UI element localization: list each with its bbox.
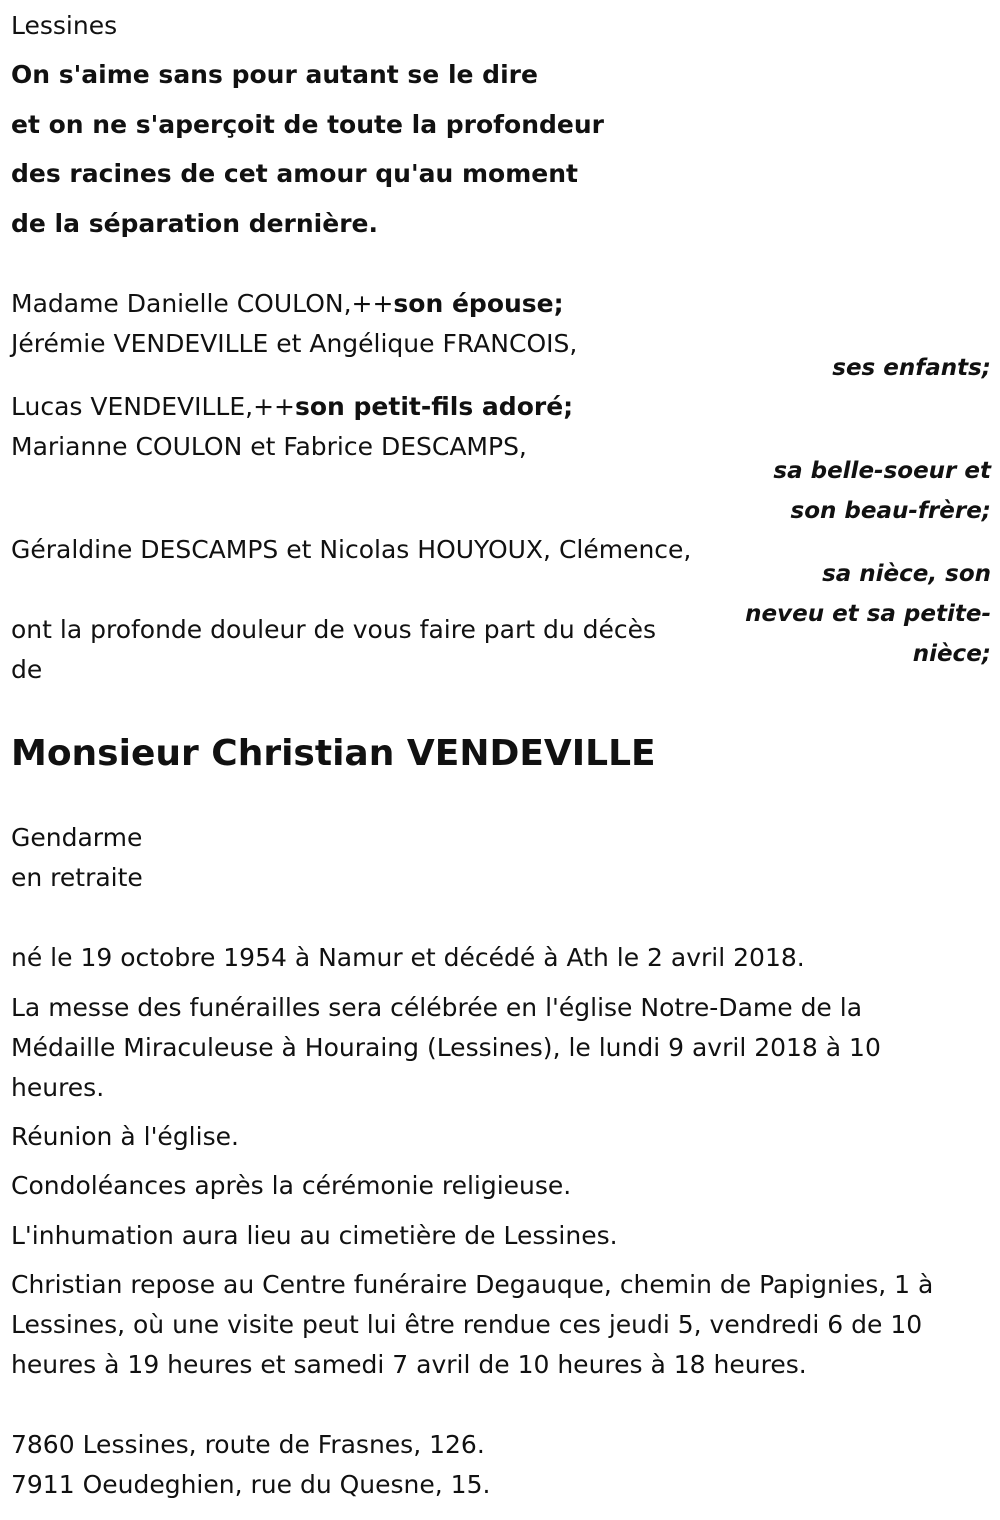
burial: L'inhumation aura lieu au cimetière de Lessines. <box>11 1221 618 1250</box>
mass-line: La messe des funérailles sera célébrée en l'église Notre-Dame de la <box>11 993 863 1022</box>
inlaws-role-line: son beau-frère; <box>790 498 991 524</box>
announcement <box>11 610 656 690</box>
announcement-line: de <box>11 655 43 684</box>
spouse-role: son épouse; <box>393 289 564 318</box>
quote <box>11 50 604 248</box>
rest-line: heures à 19 heures et samedi 7 avril de 10 heures à 18 heures. <box>11 1350 807 1379</box>
grandson-role: son petit-fils adoré; <box>294 392 574 421</box>
mass-line: heures. <box>11 1073 105 1102</box>
addresses <box>11 1425 490 1505</box>
nephews-role-line: neveu et sa petite- <box>745 601 991 627</box>
deceased-name <box>11 730 656 778</box>
announcement-line: ont la profonde douleur de vous faire part du décès <box>11 615 657 644</box>
inlaws-role-line: sa belle-soeur et <box>773 458 991 484</box>
meeting: Réunion à l'église. <box>11 1122 239 1151</box>
family-list <box>11 284 991 684</box>
mass-info <box>11 988 881 1108</box>
spouse-name: Madame Danielle COULON,++ <box>11 289 394 318</box>
birth-death: né le 19 octobre 1954 à Namur et décédé à Ath le 2 avril 2018. <box>11 943 805 972</box>
quote-line: et on ne s'aperçoit de toute la profondeur <box>11 109 605 139</box>
children-role: ses enfants; <box>832 355 991 381</box>
address-line: 7911 Oeudeghien, rue du Quesne, 15. <box>11 1470 491 1499</box>
grandson-line <box>11 387 573 427</box>
profession-line: Gendarme <box>11 823 143 852</box>
nephews-role-line: nièce; <box>912 641 991 667</box>
profession <box>11 818 143 898</box>
inlaws-names: Marianne COULON et Fabrice DESCAMPS, <box>11 432 527 461</box>
rest-info <box>11 1265 933 1385</box>
grandson-name: Lucas VENDEVILLE,++ <box>11 392 295 421</box>
condolences: Condoléances après la cérémonie religieuse. <box>11 1171 572 1200</box>
quote-line: On s'aime sans pour autant se le dire <box>11 60 538 89</box>
rest-line: Christian repose au Centre funéraire Degauque, chemin de Papignies, 1 à <box>11 1270 934 1299</box>
spouse-line <box>11 284 564 324</box>
quote-line: des racines de cet amour qu'au moment <box>11 159 578 188</box>
mass-line: Médaille Miraculeuse à Houraing (Lessines), le lundi 9 avril 2018 à 10 <box>11 1033 881 1062</box>
location: Lessines <box>11 11 118 40</box>
nephews-names: Géraldine DESCAMPS et Nicolas HOUYOUX, Clémence, <box>11 535 692 564</box>
children-names: Jérémie VENDEVILLE et Angélique FRANCOIS, <box>11 329 578 358</box>
quote-line: de la séparation dernière. <box>11 208 378 238</box>
profession-line: en retraite <box>11 863 143 892</box>
deceased-name-text: Monsieur Christian VENDEVILLE <box>11 733 656 774</box>
rest-line: Lessines, où une visite peut lui être rendue ces jeudi 5, vendredi 6 de 10 <box>11 1310 923 1339</box>
address-line: 7860 Lessines, route de Frasnes, 126. <box>11 1430 485 1459</box>
inlaws-role <box>773 451 991 531</box>
nephews-role <box>745 554 991 674</box>
nephews-role-line: sa nièce, son <box>822 561 991 587</box>
